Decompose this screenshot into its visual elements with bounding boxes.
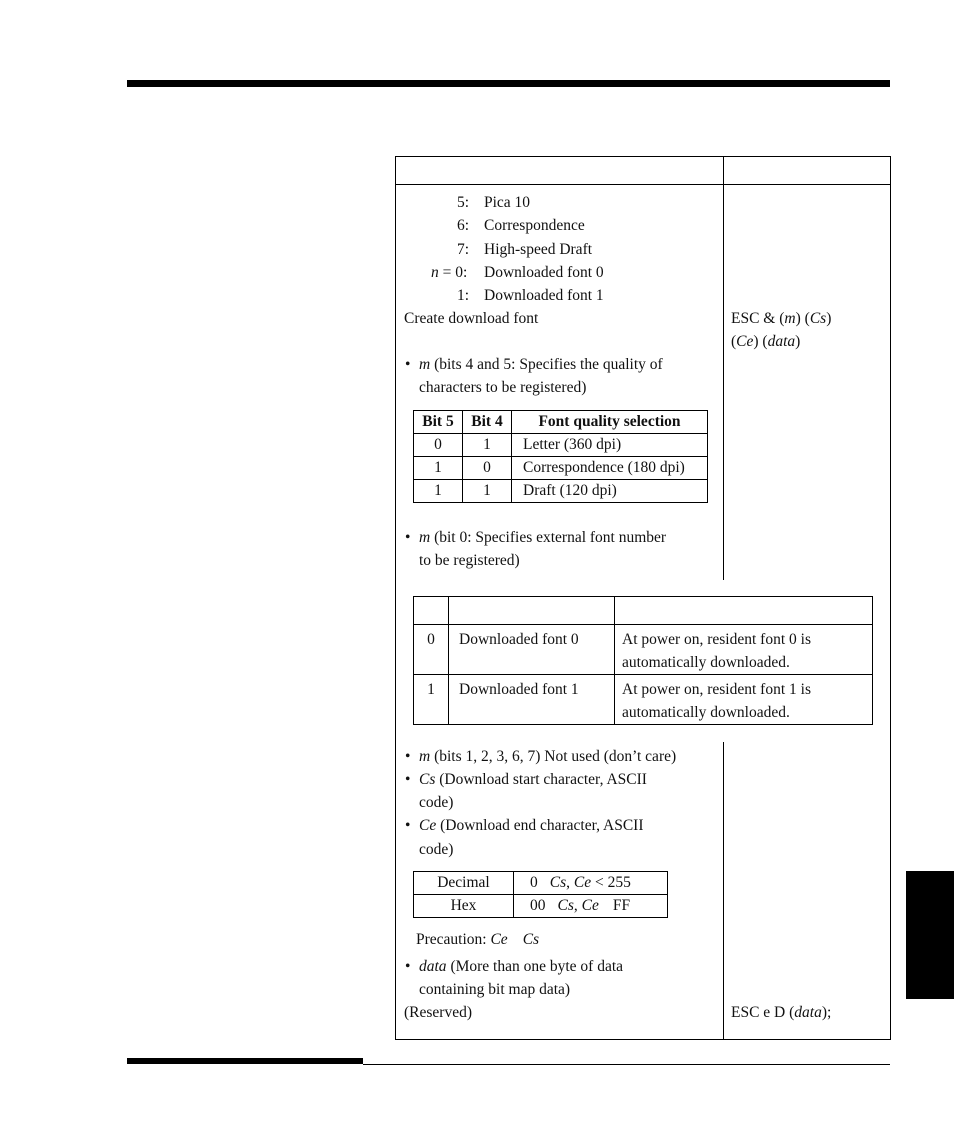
function-title: Create download font [404,310,539,327]
table-cell: 1 [414,457,463,480]
section-tab [906,871,954,999]
table-header [449,597,615,625]
table-cell: 1 [414,675,449,725]
option-label: Downloaded font 0 [484,264,604,281]
precaution-note: Precaution: Ce Cs [416,931,540,948]
param-description-cont: to be registered) [419,552,520,569]
bullet: • [405,529,411,546]
table-header: Bit 5 [414,411,463,434]
table-header [615,597,873,625]
table-row [414,457,708,480]
table-cell: Downloaded font 0 [449,625,615,675]
option-label: Downloaded font 1 [484,287,604,304]
table-cell: 1 [463,434,512,457]
command-syntax-line2: (Ce) (data) [731,333,801,350]
reserved-label: (Reserved) [404,1004,472,1021]
table-cell: At power on, resident font 1 is automatically downloaded. [615,675,873,725]
param-description-cont: containing bit map data) [419,981,571,998]
table-cell: Decimal [414,872,514,895]
table-cell: 0 [414,625,449,675]
table-cell: 1 [414,480,463,503]
table-row [414,872,668,895]
option-label: High-speed Draft [484,241,593,258]
table-row [414,895,668,918]
param-description: Ce (Download end character, ASCII [419,817,644,834]
header-rule [127,80,890,87]
param-description: Cs (Download start character, ASCII [419,771,647,788]
table-header: Bit 4 [463,411,512,434]
bullet: • [405,356,411,373]
table-row [414,434,708,457]
footer-rule-thick [127,1058,363,1064]
param-description: data (More than one byte of data [419,958,624,975]
table-cell: 0 Cs, Ce < 255 [514,872,668,895]
table-cell: Draft (120 dpi) [512,480,708,503]
table-cell: At power on, resident font 0 is automatically downloaded. [615,625,873,675]
table-row [414,480,708,503]
table-cell: 0 [414,434,463,457]
table-row [414,625,873,675]
bullet: • [405,771,411,788]
table-cell: Correspondence (180 dpi) [512,457,708,480]
code-range-table [413,871,668,918]
option-key: 5: [457,194,470,211]
param-description: m (bits 4 and 5: Specifies the quality of [419,356,663,373]
table-cell: 0 [463,457,512,480]
option-key: n = 0: [431,264,468,281]
bullet: • [405,748,411,765]
bullet: • [405,817,411,834]
table-header: Font quality selection [512,411,708,434]
frame-header-rule [395,184,890,185]
param-description-cont: code) [419,794,454,811]
column-divider-lower [723,742,724,1040]
option-label: Pica 10 [484,194,531,211]
param-description: m (bit 0: Specifies external font number [419,529,667,546]
external-font-table [413,596,873,725]
table-cell: Downloaded font 1 [449,675,615,725]
font-quality-table [413,410,708,503]
table-cell: Hex [414,895,514,918]
command-syntax-line1: ESC & (m) (Cs) [731,310,832,327]
bullet: • [405,958,411,975]
param-description-cont: code) [419,841,454,858]
param-description-cont: characters to be registered) [419,379,587,396]
option-key: 6: [457,217,470,234]
table-cell: Letter (360 dpi) [512,434,708,457]
table-row [414,675,873,725]
reserved-command: ESC e D (data); [731,1004,832,1021]
option-key: 7: [457,241,470,258]
footer-rule-thin [363,1064,890,1065]
table-header [414,597,449,625]
table-cell: 1 [463,480,512,503]
option-key: 1: [457,287,470,304]
param-description: m (bits 1, 2, 3, 6, 7) Not used (don’t care) [419,748,677,765]
column-divider-upper [723,156,724,580]
option-label: Correspondence [484,217,585,234]
table-cell: 00 Cs, Ce FF [514,895,668,918]
